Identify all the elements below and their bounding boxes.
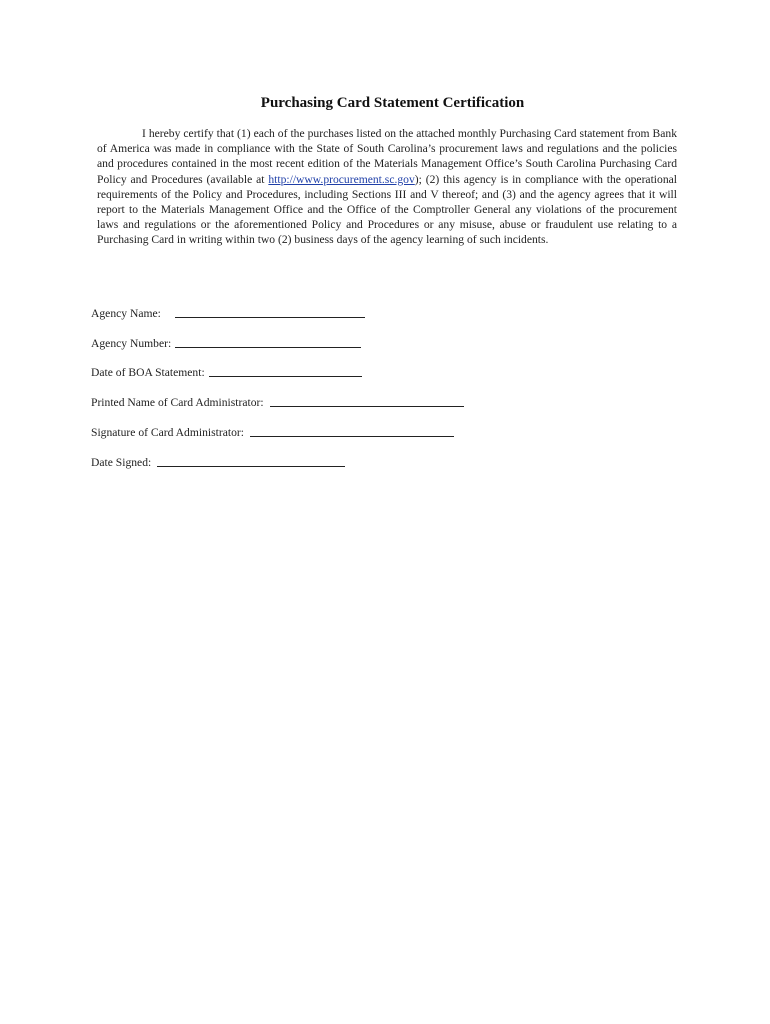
signature-label: Signature of Card Administrator:	[91, 426, 244, 439]
boa-statement-date-label: Date of BOA Statement:	[91, 366, 205, 379]
certification-paragraph	[97, 126, 677, 248]
boa-statement-date-blank[interactable]	[209, 375, 362, 377]
agency-name-row	[91, 307, 365, 320]
agency-number-blank[interactable]	[175, 346, 361, 348]
signature-row	[91, 426, 454, 439]
procurement-website-link[interactable]: http://www.procurement.sc.gov	[268, 172, 415, 186]
agency-name-blank[interactable]	[175, 316, 365, 318]
printed-name-row	[91, 396, 464, 409]
boa-statement-date-row	[91, 366, 362, 379]
agency-number-label: Agency Number:	[91, 337, 172, 350]
paragraph-text-after-link: ); (2) this agency is in compliance with the operational requirements of the Policy and Procedures, including Sections III and V thereof; and (3) and the agency agrees that it will report to the Materials Management Office and the Office of the Comptroller General any violations of the procurement laws and regulations or the aforementioned Policy and Procedures or any misuse, abuse or fraudulent use relating to a Purchasing Card in writing within two (2) business days of the agency learning of such incidents.	[97, 172, 677, 247]
agency-name-label: Agency Name:	[91, 307, 161, 320]
signature-blank[interactable]	[250, 435, 454, 437]
paragraph-text-before-link: I hereby certify that (1) each of the purchases listed on the attached monthly Purchasing Card statement from Bank of America was made in compliance with the State of South Carolina’s procurement laws and regulations and the policies and procedures contained in the most recent edition of the Materials Management Office’s South Carolina Purchasing Card Policy and Procedures (available at	[97, 127, 677, 186]
date-signed-row	[91, 456, 345, 469]
agency-number-row	[91, 337, 361, 350]
document-title: Purchasing Card Statement Certification	[260, 95, 525, 111]
printed-name-blank[interactable]	[270, 405, 464, 407]
date-signed-blank[interactable]	[157, 465, 345, 467]
printed-name-label: Printed Name of Card Administrator:	[91, 396, 264, 409]
date-signed-label: Date Signed:	[91, 456, 152, 469]
